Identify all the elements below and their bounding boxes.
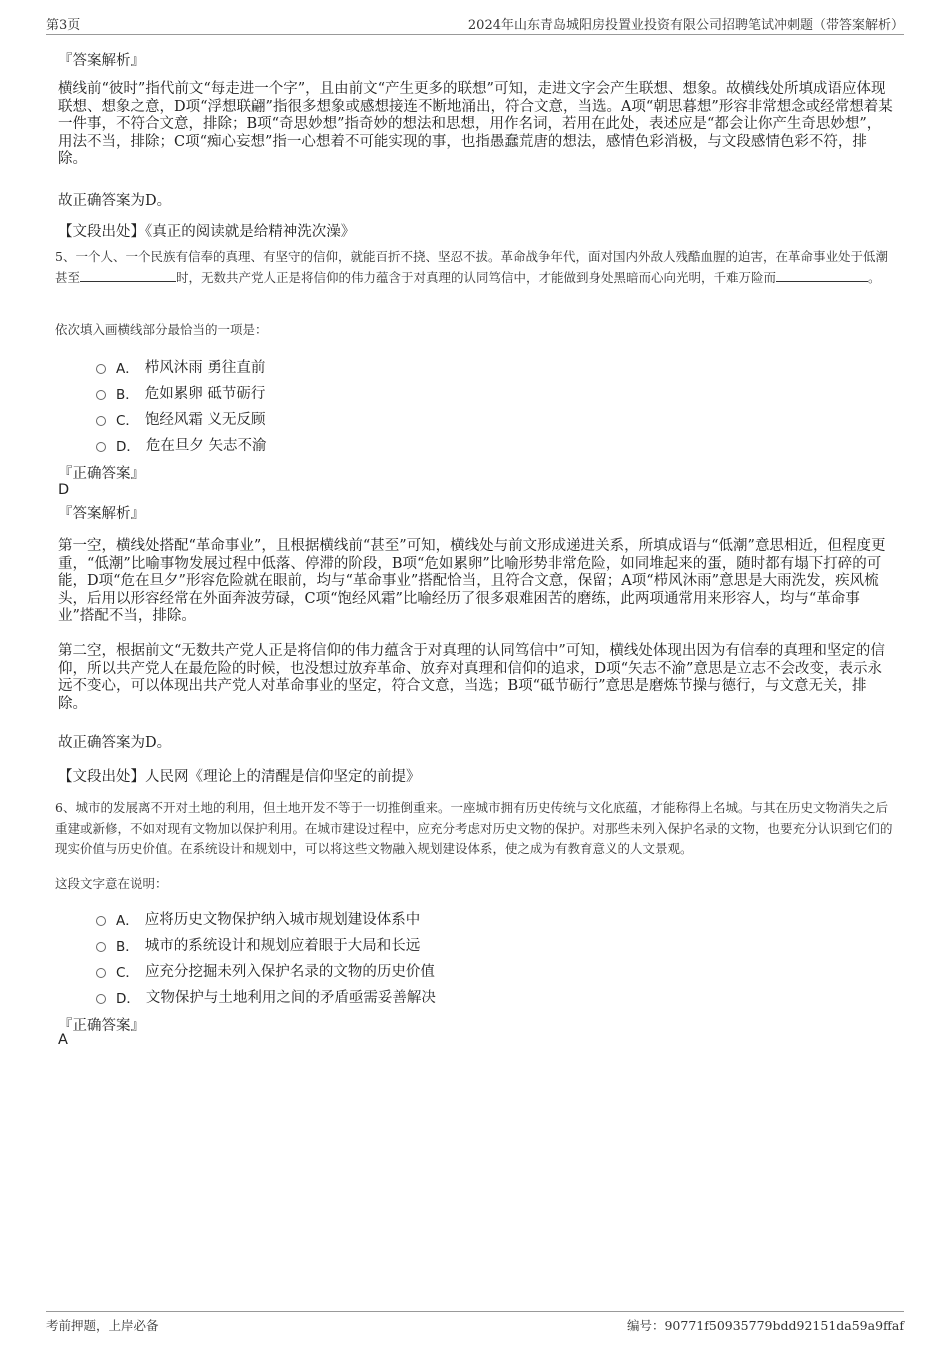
q5-blank-2 [776, 269, 868, 282]
radio-icon[interactable] [96, 416, 106, 426]
q5-option-b[interactable]: B． 危如累卵 砥节砺行 [96, 382, 265, 403]
footer-serial: 编号：90771f50935779bdd92151da59a9ffaf [626, 1318, 904, 1333]
document-title: 2024年山东青岛城阳房投置业投资有限公司招聘笔试冲刺题（带答案解析） [467, 18, 904, 33]
q6-answer-label: 『正确答案』 [58, 1018, 145, 1034]
footer-slogan: 考前押题，上岸必备 [46, 1318, 159, 1333]
q5-prompt: 依次填入画横线部分最恰当的一项是： [55, 322, 268, 337]
q5-conclusion: 故正确答案为D。 [58, 735, 172, 751]
q4-analysis-text: 横线前“彼时”指代前文“每走进一个字”，且由前文“产生更多的联想”可知，走进文字会产生联想、想象。故横线处所填成语应体现联想、想象之意，D项“浮想联翩”指很多想象或感想接连不断地涌出，符合文意，当选。A项“朝思暮想”形容非常想念或经常想着某一件事，不符合文意，排除；B项“奇思妙想”指奇妙的想法和思想，用作名词，若用在此处，表述应是“都会让你产生奇思妙想”，用法不当，排除；C项“痴心妄想”指一心想着不可能实现的事，也指愚蠢荒唐的想法，感情色彩消极，与文段感情色彩不符，排除。 [58, 81, 893, 168]
radio-icon[interactable] [96, 364, 106, 374]
q5-blank-1 [80, 269, 176, 282]
q5-option-a[interactable]: A． 栉风沐雨 勇往直前 [96, 356, 265, 377]
q4-analysis-label: 『答案解析』 [58, 53, 145, 69]
q5-option-d[interactable]: D． 危在旦夕 矢志不渝 [96, 434, 267, 455]
q6-prompt: 这段文字意在说明： [55, 876, 168, 891]
footer-divider [46, 1311, 904, 1312]
radio-icon[interactable] [96, 916, 106, 926]
q6-answer: A [58, 1032, 68, 1048]
q4-conclusion: 故正确答案为D。 [58, 193, 172, 209]
radio-icon[interactable] [96, 968, 106, 978]
radio-icon[interactable] [96, 442, 106, 452]
q5-source: 【文段出处】人民网《理论上的清醒是信仰坚定的前提》 [58, 769, 421, 785]
q5-option-c[interactable]: C． 饱经风霜 义无反顾 [96, 408, 266, 429]
header-divider [46, 34, 904, 35]
q5-analysis-label: 『答案解析』 [58, 506, 145, 522]
radio-icon[interactable] [96, 390, 106, 400]
q5-analysis-p2: 第二空，根据前文“无数共产党人正是将信仰的伟力蕴含于对真理的认同笃信中”可知，横线处体现出因为有信奉的真理和坚定的信仰，所以共产党人在最危险的时候，也没想过放弃革命、放弃对真理和信仰的追求，D项“矢志不渝”意思是立志不会改变，表示永远不变心，可以体现出共产党人对革命事业的坚定，符合文意，当选；B项“砥节砺行”意思是磨炼节操与德行，与文意无关，排除。 [58, 643, 885, 712]
q6-option-d[interactable]: D． 文物保护与土地利用之间的矛盾亟需妥善解决 [96, 986, 436, 1007]
q6-option-a[interactable]: A． 应将历史文物保护纳入城市规划建设体系中 [96, 908, 420, 929]
q5-stem: 5、一个人、一个民族有信奉的真理、有坚守的信仰，就能百折不挠、坚忍不拔。革命战争年代，面对国内外敌人残酷血腥的迫害，在革命事业处于低潮甚至 时，无数共产党人正是将信仰的伟力蕴含于对真理的认同笃信中，才能做到身处黑暗而心向光明，千难万险而 。 [55, 249, 888, 285]
q5-analysis-p1: 第一空，横线处搭配“革命事业”，且根据横线前“甚至”可知，横线处与前文形成递进关系，所填成语与“低潮”意思相近，但程度更重，“低潮”比喻事物发展过程中低落、停滞的阶段，B项“危如累卵”比喻形势非常危险，如同堆起来的蛋，随时都有塌下打碎的可能，D项“危在旦夕”形容危险就在眼前，均与“革命事业”搭配恰当，且符合文意，保留；A项“栉风沐雨”意思是大雨洗发，疾风梳头，后用以形容经常在外面奔波劳碌，C项“饱经风霜”比喻经历了很多艰难困苦的磨练，此两项通常用来形容人，均与“革命事业”搭配不当，排除。 [58, 538, 886, 625]
radio-icon[interactable] [96, 942, 106, 952]
q6-stem: 6、城市的发展离不开对土地的利用，但土地开发不等于一切推倒重来。一座城市拥有历史传统与文化底蕴，才能称得上名城。与其在历史文物消失之后重建或新修，不如对现有文物加以保护利用。在城市建设过程中，应充分考虑对历史文物的保护。对那些未列入保护名录的文物，也要充分认识到它们的现实价值与历史价值。在系统设计和规划中，可以将这些文物融入规划建设体系，使之成为有教育意义的人文景观。 [55, 800, 893, 856]
q5-answer-label: 『正确答案』 [58, 466, 145, 482]
q5-answer: D [58, 482, 70, 498]
q6-option-c[interactable]: C． 应充分挖掘未列入保护名录的文物的历史价值 [96, 960, 435, 981]
page-number: 第3页 [46, 18, 81, 33]
q4-source: 【文段出处】《真正的阅读就是给精神洗次澡》 [58, 224, 356, 240]
radio-icon[interactable] [96, 994, 106, 1004]
q6-option-b[interactable]: B． 城市的系统设计和规划应着眼于大局和长远 [96, 934, 420, 955]
